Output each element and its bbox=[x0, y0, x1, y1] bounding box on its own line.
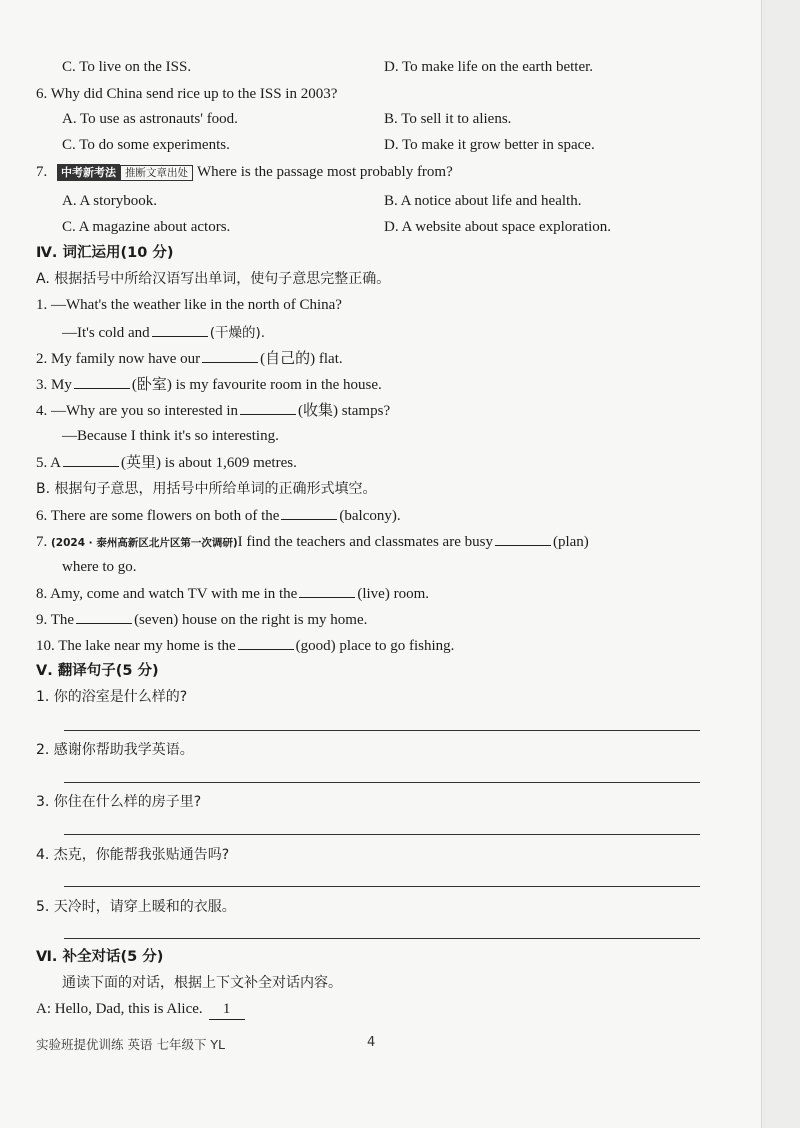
translation-item-3: 3. 你住在什么样的房子里? bbox=[36, 794, 202, 810]
footer-book-title: 实验班提优训练 英语 七年级下 YL bbox=[36, 1037, 226, 1052]
q5-option-c: C. To live on the ISS. bbox=[62, 59, 192, 75]
a1-hint: (干燥的). bbox=[209, 325, 266, 341]
b7-blank[interactable] bbox=[495, 531, 551, 546]
q5-option-d: D. To make life on the earth better. bbox=[384, 59, 594, 75]
a1-text: —It's cold and bbox=[62, 325, 150, 341]
b10-hint: (good) place to go fishing. bbox=[295, 638, 455, 654]
b10-line bbox=[36, 635, 454, 656]
b8-text: 8. Amy, come and watch TV with me in the bbox=[36, 586, 298, 602]
b10-blank[interactable] bbox=[238, 635, 294, 650]
b10-text: 10. The lake near my home is the bbox=[36, 638, 236, 654]
b6-hint: (balcony). bbox=[339, 508, 401, 524]
q7-type-tag: 推断文章出处 bbox=[120, 165, 193, 181]
translation-answer-line-1[interactable] bbox=[64, 730, 700, 731]
b9-hint: (seven) house on the right is my home. bbox=[134, 612, 368, 628]
a3-blank[interactable] bbox=[74, 374, 130, 389]
translation-item-5: 5. 天冷时，请穿上暖和的衣服。 bbox=[36, 899, 236, 915]
translation-answer-line-4[interactable] bbox=[64, 886, 700, 887]
translation-answer-line-2[interactable] bbox=[64, 782, 700, 783]
q7-new-method-tag: 中考新考法 bbox=[57, 164, 120, 181]
section4-part-b-instruction: B. 根据句子意思，用括号中所给单词的正确形式填空。 bbox=[36, 481, 377, 497]
a2-blank[interactable] bbox=[202, 348, 258, 363]
b8-line bbox=[36, 583, 429, 604]
a3-text: 3. My bbox=[36, 377, 72, 393]
dialogue-text: A: Hello, Dad, this is Alice. bbox=[36, 1001, 203, 1017]
a5-hint: (英里) is about 1,609 metres. bbox=[121, 455, 297, 471]
q7-option-a: A. A storybook. bbox=[62, 193, 158, 209]
b7-number: 7. bbox=[36, 534, 48, 550]
a4-text: 4. —Why are you so interested in bbox=[36, 403, 239, 419]
q7-option-b: B. A notice about life and health. bbox=[384, 193, 582, 209]
q6-option-d: D. To make it grow better in space. bbox=[384, 137, 595, 153]
b7-source: (2024 · 泰州高新区北片区第一次调研) bbox=[51, 537, 238, 549]
b7-text: I find the teachers and classmates are busy bbox=[237, 534, 493, 550]
translation-item-1: 1. 你的浴室是什么样的? bbox=[36, 689, 188, 705]
translation-answer-line-5[interactable] bbox=[64, 938, 700, 939]
b7-continuation: where to go. bbox=[62, 559, 137, 575]
a5-blank[interactable] bbox=[63, 452, 119, 467]
a1-answer-line bbox=[62, 322, 265, 343]
page-number: 4 bbox=[367, 1035, 376, 1050]
section6-title: Ⅵ. 补全对话(5 分) bbox=[36, 949, 164, 965]
q6-option-b: B. To sell it to aliens. bbox=[384, 111, 512, 127]
a4-answer: —Because I think it's so interesting. bbox=[62, 428, 279, 444]
q6-stem: 6. Why did China send rice up to the ISS in 2003? bbox=[36, 86, 338, 102]
translation-answer-line-3[interactable] bbox=[64, 834, 700, 835]
q7-option-d: D. A website about space exploration. bbox=[384, 219, 612, 235]
a1-question: 1. —What's the weather like in the north of China? bbox=[36, 297, 342, 313]
b8-blank[interactable] bbox=[299, 583, 355, 598]
b7-line bbox=[36, 531, 589, 553]
dialogue-line-1 bbox=[36, 999, 245, 1020]
q7-stem-line bbox=[36, 162, 453, 182]
a4-question-line bbox=[36, 400, 390, 421]
a3-line bbox=[36, 374, 382, 395]
b6-line bbox=[36, 505, 401, 526]
section4-title: Ⅳ. 词汇运用(10 分) bbox=[36, 245, 174, 261]
q6-option-c: C. To do some experiments. bbox=[62, 137, 230, 153]
q6-option-a: A. To use as astronauts' food. bbox=[62, 111, 238, 127]
dialogue-blank-1[interactable]: 1 bbox=[209, 999, 245, 1020]
a5-text: 5. A bbox=[36, 455, 62, 471]
b9-line bbox=[36, 609, 367, 630]
q7-stem: Where is the passage most probably from? bbox=[197, 164, 453, 180]
a2-text: 2. My family now have our bbox=[36, 351, 201, 367]
b9-text: 9. The bbox=[36, 612, 75, 628]
q7-number: 7. bbox=[36, 164, 48, 180]
b6-blank[interactable] bbox=[281, 505, 337, 520]
section5-title: Ⅴ. 翻译句子(5 分) bbox=[36, 663, 159, 679]
a2-hint: (自己的) flat. bbox=[260, 351, 343, 367]
b7-hint: (plan) bbox=[552, 534, 589, 550]
a5-line bbox=[36, 452, 297, 473]
section4-part-a-instruction: A. 根据括号中所给汉语写出单词，使句子意思完整正确。 bbox=[36, 271, 391, 287]
a4-blank[interactable] bbox=[240, 400, 296, 415]
section6-instruction: 通读下面的对话，根据上下文补全对话内容。 bbox=[62, 975, 342, 991]
a4-hint: (收集) stamps? bbox=[298, 403, 391, 419]
translation-item-2: 2. 感谢你帮助我学英语。 bbox=[36, 742, 194, 758]
a3-hint: (卧室) is my favourite room in the house. bbox=[131, 377, 382, 393]
b9-blank[interactable] bbox=[76, 609, 132, 624]
page-edge bbox=[761, 0, 800, 1128]
a1-blank[interactable] bbox=[152, 322, 208, 337]
b6-text: 6. There are some flowers on both of the bbox=[36, 508, 280, 524]
translation-item-4: 4. 杰克，你能帮我张贴通告吗? bbox=[36, 847, 230, 863]
b8-hint: (live) room. bbox=[357, 586, 429, 602]
a2-line bbox=[36, 348, 343, 369]
q7-option-c: C. A magazine about actors. bbox=[62, 219, 231, 235]
